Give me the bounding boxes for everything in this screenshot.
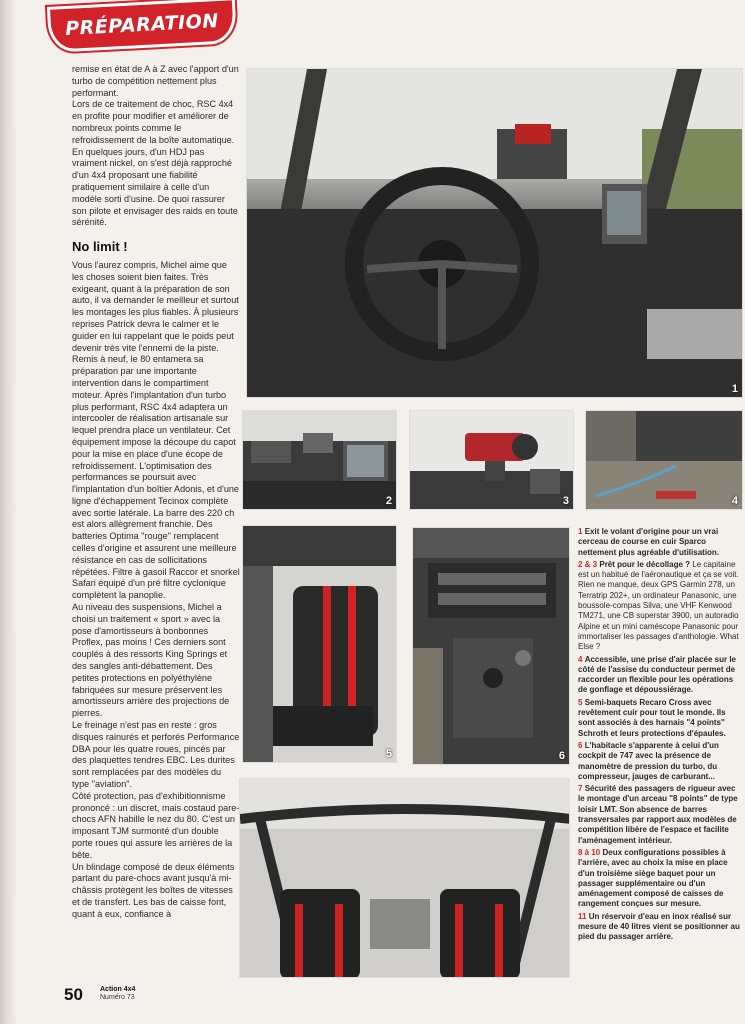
photo-2-illustration — [243, 411, 397, 510]
paragraph: Au niveau des suspensions, Michel a choisi un traitement « sport » avec la pose d'amortisseurs à bonbonnes Proflex, pas moins ! Ces derniers sont couplés à des ressorts King Springs et des sangles anti-débattement. Des petites protections en polyéthylène fabriquées sur mesure préservent les amortisseurs arrière des projections de pierres. — [72, 602, 230, 719]
caption-5: 5 Semi-baquets Recaro Cross avec revêtement cuir pour tout le monde. Ils sont associés à des harnais "4 points" Schroth et leurs protections d'épaules. — [578, 697, 726, 738]
magazine-issue: Numéro 73 — [100, 994, 135, 1001]
photo-5-recaro-seats — [242, 525, 397, 763]
photo-number: 3 — [562, 495, 569, 507]
caption-4: 4 Accessible, une prise d'air placée sur le côté de l'assise du conducteur permet de raccorder un flexible pour les opérations de gonflage et dépoussiérage. — [578, 654, 736, 695]
photo-7-roll-cage — [239, 778, 570, 978]
section-label: PRÉPARATION — [64, 9, 220, 41]
caption-8-10: 8 à 10 Deux configurations possibles à l'arrière, avec au choix la mise en place d'un troisième siège baquet pour un passager supplémentaire ou d'un aménagement composé de caisses de rangement conçues sur mesure. — [578, 847, 728, 909]
photo-7-illustration — [240, 779, 570, 978]
photo-number: 2 — [385, 495, 392, 507]
caption-2-3: 2 & 3 Prêt pour le décollage ? Le capitaine est un habitué de l'aéronautique et ça se voit. Rien ne manque, deux GPS Garmin 278, un Terratrip 202+, un ordinateur Panasonic, une boussole-compas Silva, une VHF Kenwood TM271, une CB superstar 3900, un autoradio Alpine et un mini caméscope Panasonic pour immortaliser les passages d'anthologie. What Else ? — [578, 559, 739, 652]
paragraph: Le freinage n'est pas en reste : gros disques rainurés et perforés Performance DBA pour les quatre roues, pincés par des plaquettes tendres EBC. Les durites sont remplacées par des modèles du type "aviation". — [72, 720, 240, 790]
paragraph: Lors de ce traitement de choc, RSC 4x4 en profite pour modifier et améliorer de nombreux points comme le refroidissement de la boîte automatique. En quelques jours, d'un HDJ pas vraiment nickel, on s'est déjà rapproché d'un 4x4 proposant une fiabilité pratiquement similaire à celle d'un modèle sorti d'usine. De quoi rassurer son pilote et envisager des raids en toute sérénité. — [72, 99, 238, 228]
photo-captions — [578, 527, 742, 987]
photo-1-illustration — [247, 69, 743, 398]
caption-11: 11 Un réservoir d'eau en inox réalisé sur mesure de 40 litres vient se positionner au pied du passager arrière. — [578, 911, 740, 942]
paragraph: Remis à neuf, le 80 entamera sa préparation par une importante intervention dans le compartiment moteur. Après l'implantation d'un turbo plus performant, RSC 4x4 adaptera un intercooler de réalisation artisanale sur lequel prendra place un ventilateur. Cet équipement impose la découpe du capot pour la mise en place d'une écope de refroidissement. L'optimisation des performances se poursuit avec l'implantation d'un boîtier Adonis, et d'une ligne d'échappement Tecinox complète avec sortie latérale. La barre des 220 ch est alors allègrement franchie. Des batteries Optima "rouge" remplacent celles d'origine et assurent une meilleure résistance en cas de sollicitations répétées. Filtre à gasoil Raccor et snorkel Safari équipé d'un pré filtre cyclonique complètent la panoplie. — [72, 354, 240, 601]
page-number: 50 — [64, 985, 83, 1004]
section-badge — [47, 0, 237, 53]
caption-6: 6 L'habitacle s'apparente à celui d'un cockpit de 747 avec la présence de manomètre de pression du turbo, du compresseur, jauges de carburant... — [578, 740, 719, 781]
photo-number: 4 — [731, 495, 738, 507]
photo-4-air-inlet — [585, 410, 743, 510]
article-column — [72, 64, 240, 980]
magazine-name: Action 4x4 — [100, 986, 136, 993]
paragraph: Côté protection, pas d'exhibitionnisme prononcé : un discret, mais costaud pare-chocs AFN habille le nez du 80. C'est un imposant TJM surmonté d'un double porte roues qui assure les arrières de la bête. — [72, 790, 240, 860]
section-heading: No limit ! — [72, 239, 128, 255]
page-binding-shadow — [0, 0, 18, 1024]
photo-number: 6 — [558, 750, 565, 762]
paragraph: remise en état de A à Z avec l'apport d'un turbo de compétition nettement plus performant. — [72, 64, 239, 98]
photo-2-navigation-instruments — [242, 410, 397, 510]
photo-number: 1 — [731, 383, 738, 395]
paragraph: Un blindage composé de deux éléments partant du pare-chocs avant jusqu'à mi-châssis protègent les boîtes de vitesses et de transfert. Les bas de caisse font, quant à eux, confiance à — [72, 861, 235, 919]
paragraph: Vous l'aurez compris, Michel aime que les choses soient bien faites. Très exigeant, quant à la préparation de son auto, il va demander le meilleur et surtout les montages les plus fiables. À plusieurs reprises Patrick devra le calmer et le guider en lui rappelant que le poids peut devenir très vite l'ennemi de la piste. — [72, 259, 239, 353]
magazine-info — [100, 986, 135, 1002]
photo-3-camcorder — [409, 410, 574, 510]
page-folio — [64, 985, 136, 1005]
photo-number: 5 — [385, 748, 392, 760]
caption-1: 1 Exit le volant d'origine pour un vrai cerceau de course en cuir Sparco nettement plus agréable d'utilisation. — [578, 527, 720, 557]
photo-5-illustration — [243, 526, 397, 763]
caption-7: 7 Sécurité des passagers de rigueur avec le montage d'un arceau "8 points" de type loisir LMT. Son absence de barres transversales par rapport aux modèles de compétition libère de l'espace et facilite l'aménagement intérieur. — [578, 784, 738, 845]
photo-4-illustration — [586, 411, 743, 510]
photo-1-steering-wheel — [246, 68, 743, 398]
photo-6-center-console — [412, 527, 570, 765]
photo-3-illustration — [410, 411, 574, 510]
photo-6-illustration — [413, 528, 570, 765]
